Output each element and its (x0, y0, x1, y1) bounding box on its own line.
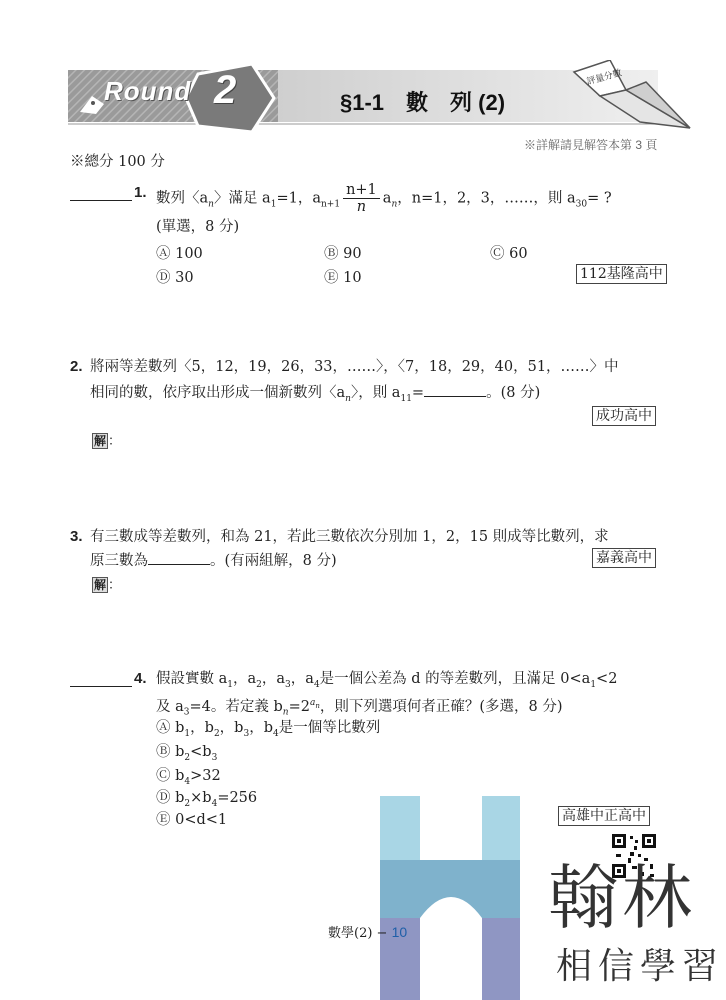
option-part: Ⓑ b (156, 744, 185, 760)
option-part: ×b (190, 790, 212, 806)
answer-blank-3[interactable] (148, 552, 210, 565)
question-stem (156, 182, 612, 215)
stem-part: 數列〈a (156, 190, 209, 207)
source-tag: 成功高中 (592, 406, 656, 426)
line-sub: n (345, 393, 351, 404)
line-sub: 3 (183, 707, 190, 718)
answer-blank-1[interactable] (70, 186, 132, 201)
option-part: =256 (217, 790, 258, 806)
option-c[interactable] (156, 764, 221, 787)
solution-note: ※詳解請見解答本第 3 頁 (524, 138, 658, 152)
stem-sub: 1 (270, 199, 277, 210)
solution-colon: ： (108, 578, 122, 593)
source-tag: 高雄中正高中 (558, 806, 650, 826)
fraction (343, 182, 380, 215)
line-sub: 2 (256, 679, 262, 690)
option-b[interactable] (156, 740, 217, 763)
option-d[interactable]: Ⓓ 30 (156, 270, 194, 286)
page-number: 10 (391, 924, 408, 940)
question-meta: (單選，8 分) (156, 219, 240, 235)
option-d[interactable] (156, 786, 257, 809)
option-sub: 2 (184, 798, 191, 809)
brand-slogan: 相信學習 (556, 945, 725, 986)
stem-sub: n+1 (320, 199, 341, 210)
fraction-denominator: n (356, 199, 367, 215)
option-sub: 1 (184, 728, 191, 739)
option-part: ，b (190, 720, 214, 736)
option-sub: 3 (211, 752, 218, 763)
option-part: >32 (190, 768, 221, 784)
line-sub: 1 (590, 679, 597, 690)
stem-sub: n (208, 199, 214, 210)
stem-part: = ? (587, 190, 612, 207)
option-sub: 2 (213, 728, 220, 739)
stem-sub: 30 (575, 199, 588, 210)
question-number: 3. (70, 528, 83, 545)
source-tag: 嘉義高中 (592, 548, 656, 568)
line-part: 。(8 分) (486, 385, 541, 401)
question-number: 1. (134, 184, 147, 201)
line-sub: 3 (285, 679, 291, 690)
score-badge: 評量分數 (585, 67, 623, 87)
line-sub: 1 (227, 679, 233, 690)
solution-label (92, 574, 121, 593)
option-e[interactable]: Ⓔ 0<d<1 (156, 812, 228, 828)
option-part: Ⓒ b (156, 768, 185, 784)
solution-badge: 解 (94, 434, 107, 448)
question-line-1: 有三數成等差數列，和為 21，若此三數依次分別加 1，2，15 則成等比數列，求 (90, 529, 609, 545)
option-a[interactable] (156, 716, 380, 739)
solution-label (92, 430, 121, 449)
fraction-numerator: n+1 (343, 182, 380, 199)
stem-part: ，n=1，2，3，……，則 a (397, 190, 576, 207)
question-number: 4. (134, 670, 147, 687)
solution-colon: ： (108, 434, 122, 449)
option-part: 是一個等比數列 (278, 720, 381, 736)
question-line-2 (90, 382, 540, 410)
option-sub: 3 (243, 728, 250, 739)
line-part: <2 (596, 671, 618, 687)
question-line-1: 將兩等差數列〈5，12，19，26，33，……〉，〈7，18，29，40，51，……〉中 (90, 359, 619, 375)
option-sub: 2 (184, 752, 191, 763)
option-part: ，b (249, 720, 273, 736)
line-part: =2 (288, 698, 310, 715)
line-part: ，a (233, 671, 257, 687)
line-part: 。(有兩組解，8 分) (210, 553, 337, 569)
option-e[interactable]: Ⓔ 10 (324, 270, 362, 286)
line-sup-base: a (309, 698, 316, 708)
line-sub: n (282, 707, 289, 718)
line-sup (310, 698, 320, 708)
question-3 (70, 526, 670, 596)
line-part: =4。若定義 b (189, 698, 283, 715)
total-score: ※總分 100 分 (70, 154, 165, 170)
page-label: 數學(2) − (328, 926, 388, 941)
line-part: 相同的數，依序取出形成一個新數列〈a (90, 385, 346, 401)
option-part: <b (190, 744, 212, 760)
line-part: 原三數為 (90, 553, 148, 569)
brand-name: 翰林 (548, 859, 696, 937)
solution-badge: 解 (94, 578, 107, 592)
line-sub: 11 (400, 393, 412, 404)
line-part: = (411, 385, 425, 401)
question-number: 2. (70, 358, 83, 375)
source-tag: 112基隆高中 (576, 264, 667, 284)
round-number: 2 (214, 68, 237, 112)
option-part: ，b (219, 720, 244, 736)
option-sub: 4 (184, 776, 191, 787)
option-b[interactable]: Ⓑ 90 (324, 246, 362, 262)
stem-part: 〉滿足 a (213, 190, 271, 207)
option-c[interactable]: Ⓒ 60 (490, 246, 528, 262)
stem-part: a (382, 190, 392, 207)
hanlin-h-logo (380, 796, 520, 1000)
section-title: §1-1 數 列 (2) (340, 90, 506, 115)
header-banner (0, 60, 726, 140)
line-part: ，則下列選項何者正確？(多選，8 分) (319, 698, 563, 715)
option-sub: 4 (273, 728, 279, 739)
round-word: Round (104, 76, 192, 106)
line-sub: 4 (313, 679, 320, 690)
answer-blank-4[interactable] (70, 672, 132, 687)
question-2 (70, 356, 670, 456)
line-part: 假設實數 a (156, 671, 228, 687)
option-a[interactable]: Ⓐ 100 (156, 246, 203, 262)
option-part: Ⓐ b (156, 720, 185, 736)
stem-part: =1，a (276, 190, 321, 207)
question-1 (70, 170, 670, 290)
line-part: 是一個公差為 d 的等差數列，且滿足 0<a (319, 671, 591, 687)
answer-blank-2[interactable] (424, 384, 486, 397)
line-sup-sub: n (315, 701, 320, 710)
line-part: 〉，則 a (350, 385, 401, 401)
line-part: ，a (290, 671, 314, 687)
option-part: Ⓓ b (156, 790, 185, 806)
line-part: ，a (261, 671, 286, 687)
stem-sub: n (391, 199, 398, 210)
question-line-2 (90, 550, 337, 572)
page-footer (328, 922, 407, 941)
line-part: 及 a (156, 698, 184, 715)
option-sub: 4 (211, 798, 218, 809)
